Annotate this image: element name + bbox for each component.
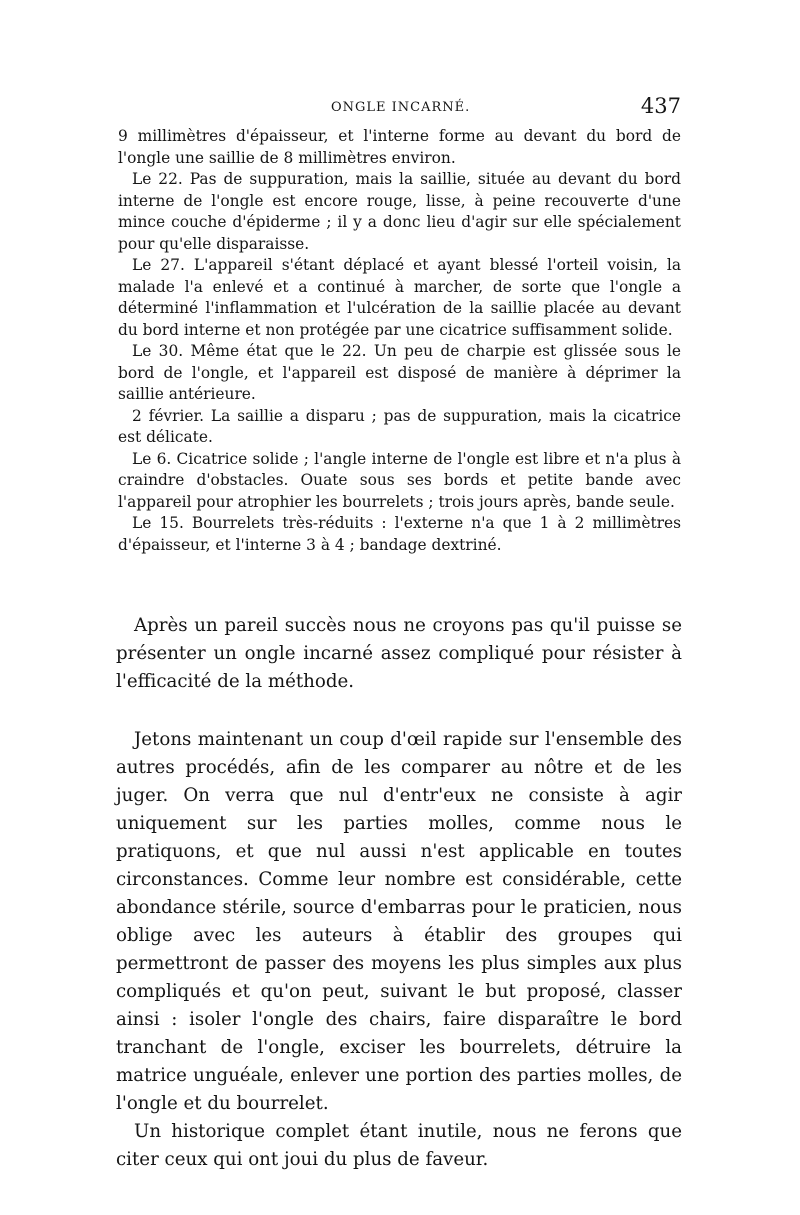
running-title: ONGLE INCARNÉ. xyxy=(331,100,471,115)
paragraph: Jetons maintenant un coup d'œil rapide sur l'ensemble des autres procédés, afin de les comparer au nôtre et de les juger. On verra que nul d'entr'eux ne consiste à agir uniquement sur les parties molles, comme nous le pratiquons, et que nul aussi n'est applicable en toutes circonstances. Comme leur nombre est considérable, cette abondance stérile, source d'embarras pour le praticien, nous oblige avec les auteurs à établir des groupes qui permettront de passer des moyens les plus simples aux plus compliqués et qu'on peut, suivant le but proposé, classer ainsi : isoler l'ongle des chairs, faire disparaître le bord tranchant de l'ongle, exciser les bourrelets, détruire la matrice unguéale, enlever une portion des parties molles, de l'ongle et du bourrelet. xyxy=(116,729,682,1114)
paragraph: 2 février. La saillie a disparu ; pas de suppuration, mais la cicatrice est délicate. xyxy=(118,406,681,446)
main-text xyxy=(116,612,682,1174)
paragraph: Un historique complet étant inutile, nous ne ferons que citer ceux qui ont joui du plus de faveur. xyxy=(116,1121,682,1170)
paragraph: Le 15. Bourrelets très-réduits : l'externe n'a que 1 à 2 millimètres d'épaisseur, et l'interne 3 à 4 ; bandage dextriné. xyxy=(118,514,681,554)
paragraph: 9 millimètres d'épaisseur, et l'interne forme au devant du bord de l'ongle une saillie de 8 millimètres environ. xyxy=(118,127,681,167)
page-number: 437 xyxy=(640,94,681,118)
paragraph: Le 22. Pas de suppuration, mais la saillie, située au devant du bord interne de l'ongle est encore rouge, lisse, à peine recouverte d'une mince couche d'épiderme ; il y a donc lieu d'agir sur elle spécialement pour qu'elle disparaisse. xyxy=(118,170,681,253)
paragraph: Le 6. Cicatrice solide ; l'angle interne de l'ongle est libre et n'a plus à craindre d'obstacles. Ouate sous ses bords et petite bande avec l'appareil pour atrophier les bourrelets ; trois jours après, bande seule. xyxy=(118,449,681,511)
case-notes xyxy=(118,126,681,556)
paragraph: Le 27. L'appareil s'étant déplacé et ayant blessé l'orteil voisin, la malade l'a enlevé et a continué à marcher, de sorte que l'ongle a déterminé l'inflammation et l'ulcération de la saillie placée au devant du bord interne et non protégée par une cicatrice suffisamment solide. xyxy=(118,256,681,339)
page-header xyxy=(118,94,681,128)
paragraph: Après un pareil succès nous ne croyons pas qu'il puisse se présenter un ongle incarné assez compliqué pour résister à l'efficacité de la méthode. xyxy=(116,615,682,692)
paragraph: Le 30. Même état que le 22. Un peu de charpie est glissée sous le bord de l'ongle, et l'appareil est disposé de manière à déprimer la saillie antérieure. xyxy=(118,342,681,403)
